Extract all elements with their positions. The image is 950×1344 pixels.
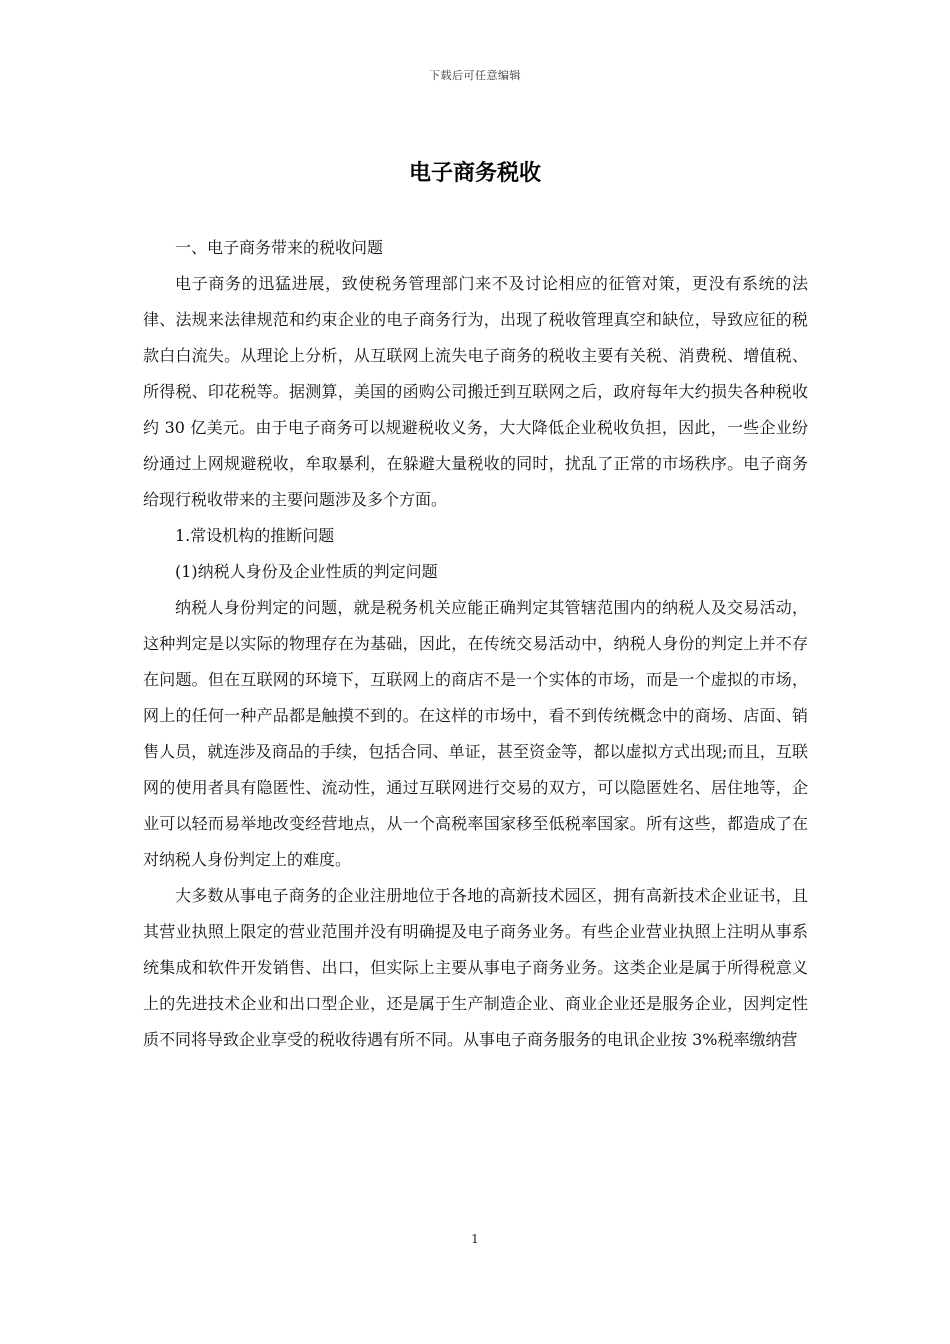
subsection-heading: 1.常设机构的推断问题 — [175, 526, 335, 545]
subsection-heading: (1)纳税人身份及企业性质的判定问题 — [175, 562, 438, 581]
paragraph: 大多数从事电子商务的企业注册地位于各地的高新技术园区，拥有高新技术企业证书，且其营业执照上限定的营业范围并没有明确提及电子商务业务。有些企业营业执照上注明从事系统集成和软件开发销售、出口，但实际上主要从事电子商务业务。这类企业是属于所得税意义上的先进技术企业和出口型企业，还是属于生产制造企业、商业企业还是服务企业，因判定性质不同将导致企业享受的税收待遇有所不同。从事电子商务服务的电讯企业按 3%税率缴纳营 — [143, 886, 808, 1049]
page-number: 1 — [471, 1232, 479, 1246]
page-header: 下载后可任意编辑 — [429, 69, 521, 82]
document-body — [143, 230, 808, 1058]
paragraph: 纳税人身份判定的问题，就是税务机关应能正确判定其管辖范围内的纳税人及交易活动，这种判定是以实际的物理存在为基础，因此，在传统交易活动中，纳税人身份的判定上并不存在问题。但在互联网的环境下，互联网上的商店不是一个实体的市场，而是一个虚拟的市场，网上的任何一种产品都是触摸不到的。在这样的市场中，看不到传统概念中的商场、店面、销售人员，就连涉及商品的手续，包括合同、单证，甚至资金等，都以虚拟方式出现;而且，互联网的使用者具有隐匿性、流动性，通过互联网进行交易的双方，可以隐匿姓名、居住地等，企业可以轻而易举地改变经营地点，从一个高税率国家移至低税率国家。所有这些，都造成了在对纳税人身份判定上的难度。 — [143, 598, 808, 869]
document-title: 电子商务税收 — [408, 160, 541, 186]
section-heading: 一、电子商务带来的税收问题 — [175, 238, 384, 257]
paragraph: 电子商务的迅猛进展，致使税务管理部门来不及讨论相应的征管对策，更没有系统的法律、法规来法律规范和约束企业的电子商务行为，出现了税收管理真空和缺位，导致应征的税款白白流失。从理论上分析，从互联网上流失电子商务的税收主要有关税、消费税、增值税、所得税、印花税等。据测算，美国的函购公司搬迁到互联网之后，政府每年大约损失各种税收约 30 亿美元。由于电子商务可以规避税收义务，大大降低企业税收负担，因此，一些企业纷纷通过上网规避税收，牟取暴利，在躲避大量税收的同时，扰乱了正常的市场秩序。电子商务给现行税收带来的主要问题涉及多个方面。 — [143, 274, 808, 509]
